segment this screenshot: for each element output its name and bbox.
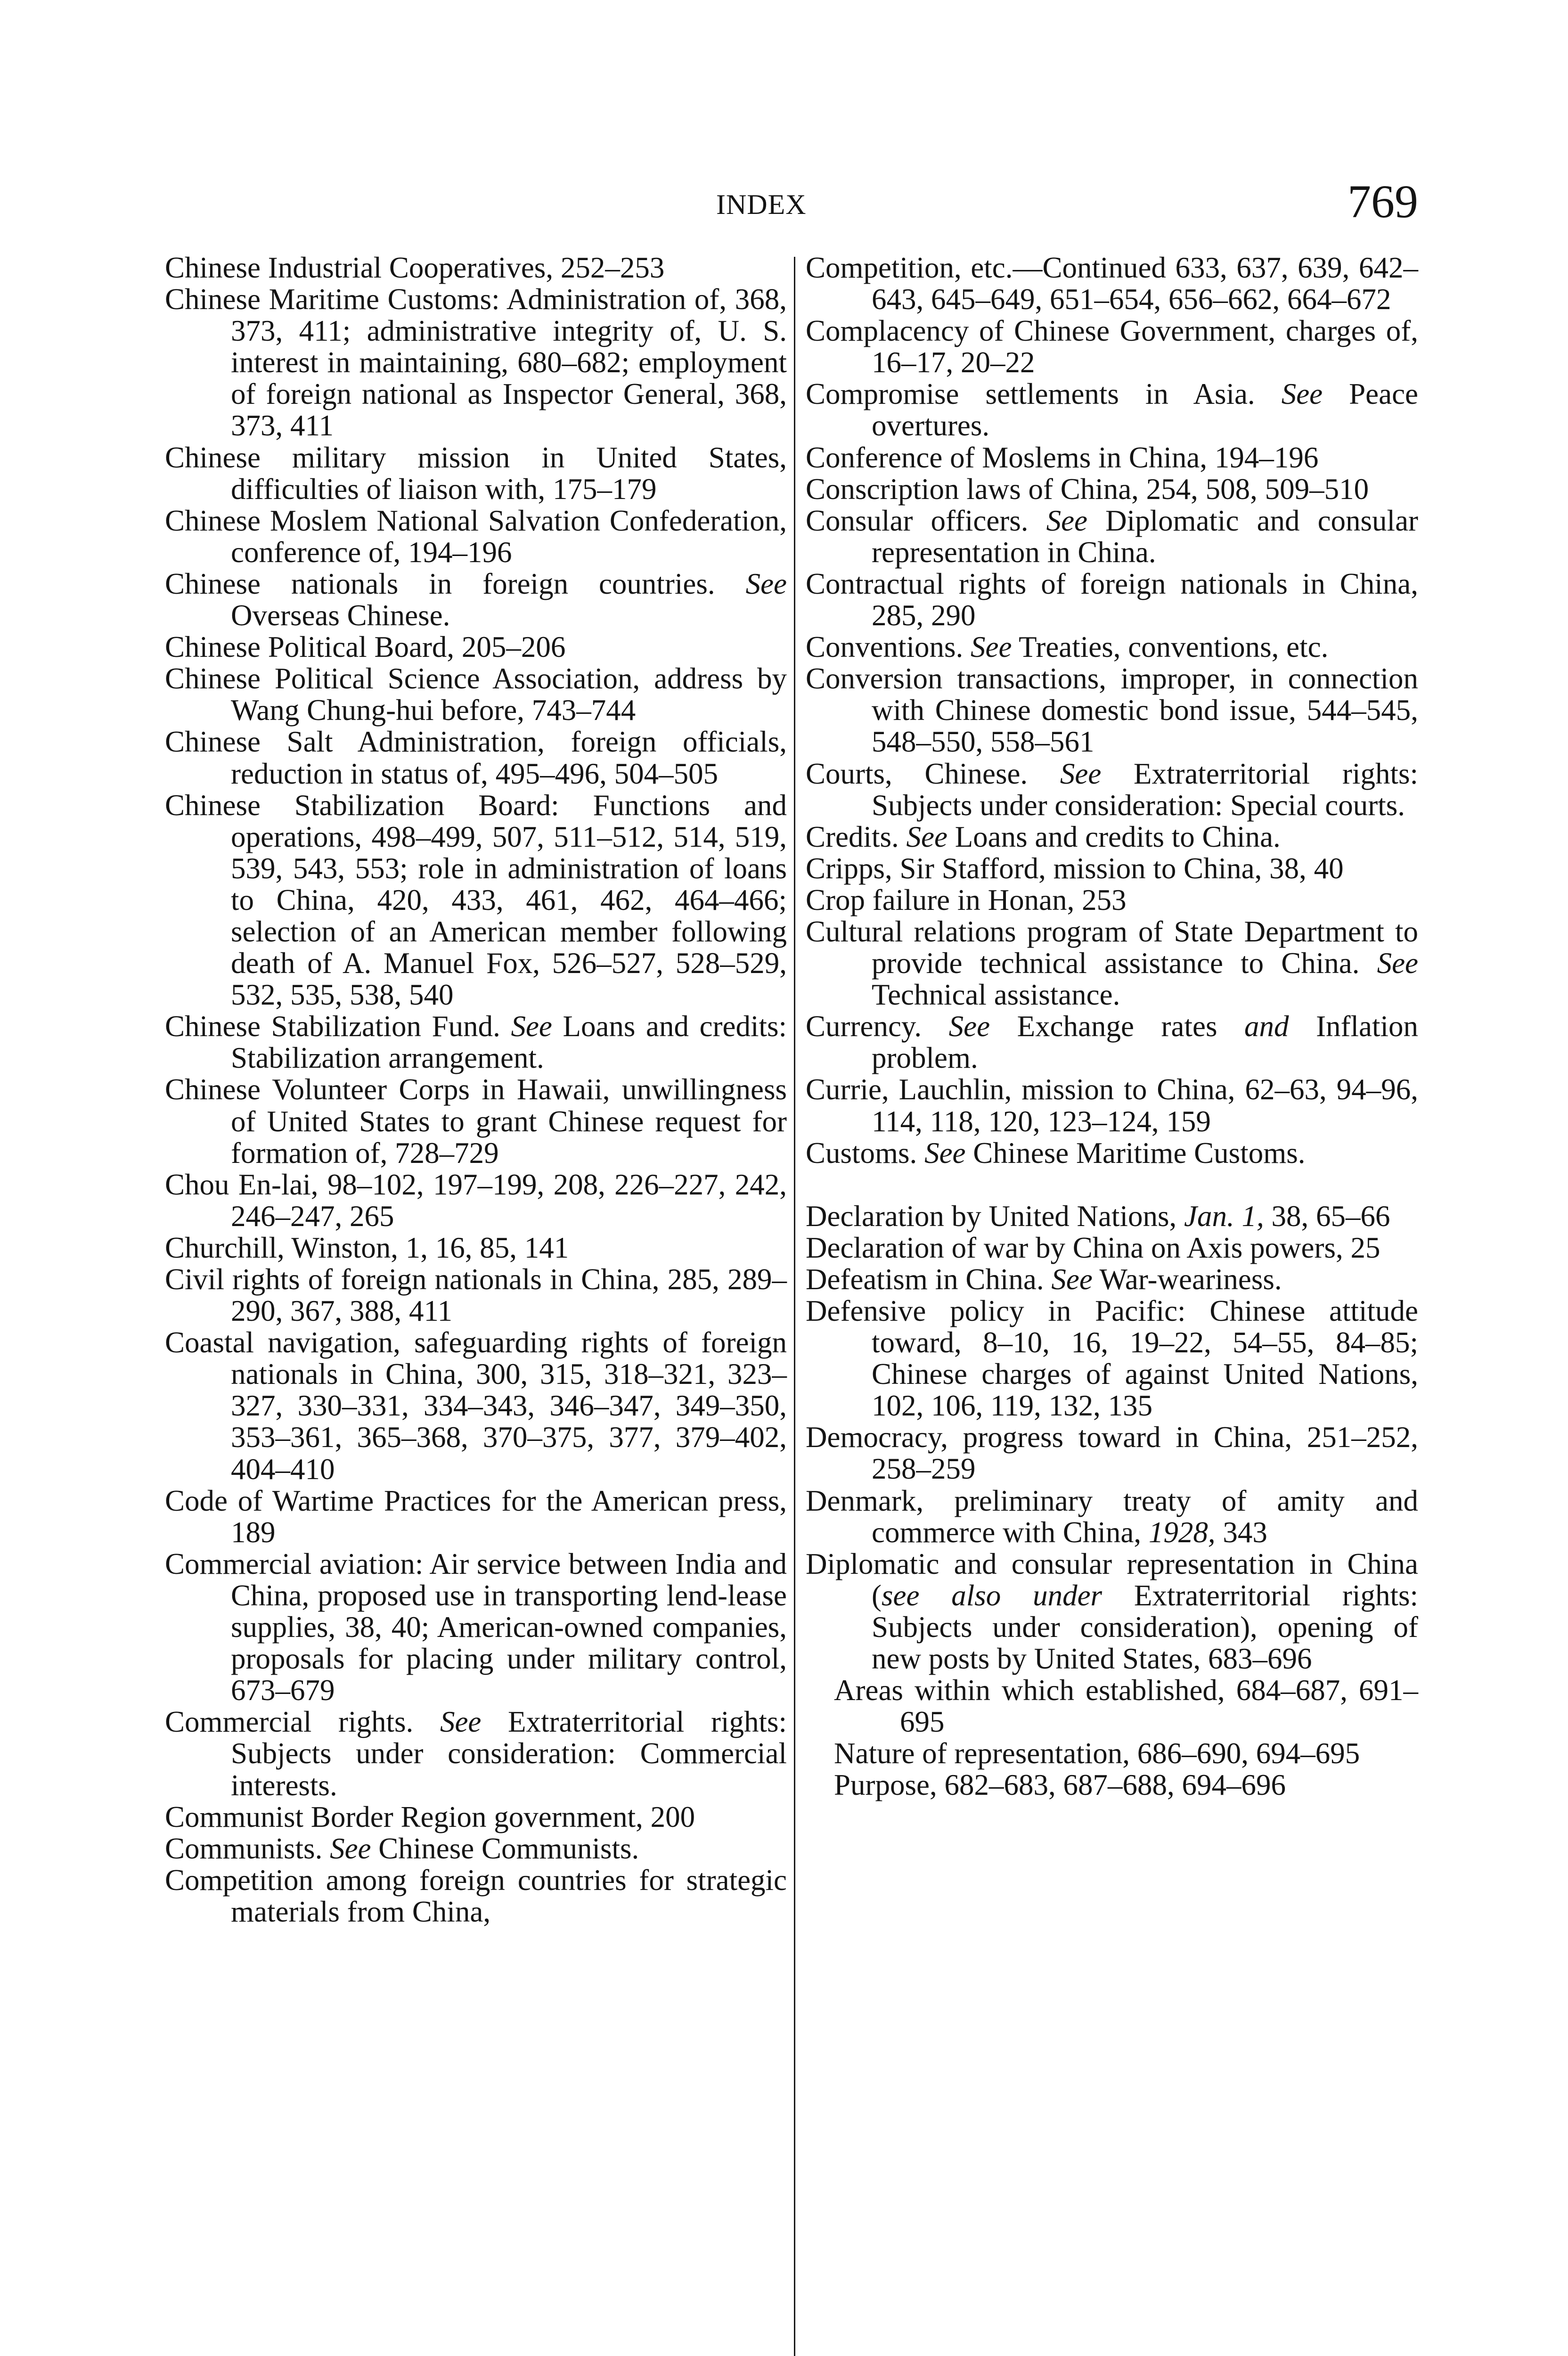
index-entry-text: Chinese Stabilization Board: Functions and operations, 498–499, 507, 511–512, 514, 519, 539, 543, 553; role in administration of loans to China, 420, 433, 461, 462, 464–466; selection of an American member following death of A. Manuel Fox, 526–527, 528–529, 532, 535, 538, 540 (165, 788, 787, 1012)
index-entry (165, 726, 787, 789)
index-entry-italic-text: See (745, 567, 787, 600)
index-entry-text: Areas within which established, 684–687, 691–695 (834, 1674, 1418, 1739)
index-entry (806, 1485, 1418, 1548)
index-entry (806, 378, 1418, 442)
index-entry-text: Compromise settlements in Asia. (806, 377, 1282, 411)
index-entry (806, 631, 1418, 663)
index-entry-text: Conscription laws of China, 254, 508, 509–510 (806, 472, 1369, 506)
index-entry (806, 1232, 1418, 1264)
index-entry (165, 1169, 787, 1232)
index-entry-italic-text: See (511, 1010, 552, 1043)
index-entry-italic-text: see also under (881, 1579, 1102, 1612)
index-entry-text: Consular officers. (806, 504, 1046, 537)
index-entry (806, 1011, 1418, 1074)
index-entry (165, 568, 787, 631)
running-head: INDEX (716, 189, 807, 220)
index-entry-text: Credits. (806, 820, 906, 853)
index-entry-text: Cultural relations program of State Department to provide technical assistance to China. (806, 915, 1418, 980)
index-entry-text: Courts, Chinese. (806, 757, 1060, 790)
index-entry-text: Democracy, progress toward in China, 251–252, 258–259 (806, 1421, 1418, 1486)
index-entry-text: Commercial rights. (165, 1705, 440, 1739)
index-entry-text: Chinese Moslem National Salvation Confederation, conference of, 194–196 (165, 504, 787, 569)
index-entry-italic-text: See (1377, 947, 1418, 980)
index-entry-text: Nature of representation, 686–690, 694–695 (834, 1737, 1360, 1770)
index-entry-italic-text: and (1244, 1010, 1289, 1043)
index-entry (165, 663, 787, 726)
index-entry (806, 916, 1418, 1011)
index-entry-text: Chou En-lai, 98–102, 197–199, 208, 226–227, 242, 246–247, 265 (165, 1168, 787, 1233)
index-entry-text: Defeatism in China. (806, 1262, 1052, 1296)
index-entry-text: Conventions. (806, 630, 971, 664)
index-column-left (165, 252, 787, 1928)
index-entry (165, 1548, 787, 1706)
index-entry-text: Exchange rates (990, 1010, 1245, 1043)
index-entry-text: Diplomatic and consular representation in China. (872, 504, 1419, 569)
index-entry-text: Chinese Maritime Customs. (965, 1136, 1306, 1170)
index-entry-text: Communists. (165, 1832, 330, 1865)
index-entry-text: Extraterritorial rights: Subjects under consideration: Special courts. (872, 757, 1418, 822)
index-entry-text: Defensive policy in Pacific: Chinese attitude toward, 8–10, 16, 19–22, 54–55, 84–85; Chinese charges of against United Nations, 102, 106, 119, 132, 135 (806, 1294, 1418, 1423)
index-entry (806, 442, 1418, 474)
index-entry-text: Crop failure in Honan, 253 (806, 883, 1127, 916)
index-entry (165, 442, 787, 505)
index-entry (165, 1706, 787, 1801)
page-number: 769 (1348, 175, 1418, 228)
index-entry-text: Conversion transactions, improper, in connection with Chinese domestic bond issue, 544–545, 548–550, 558–561 (806, 662, 1418, 759)
column-divider (794, 257, 795, 2356)
index-entry (806, 1137, 1418, 1169)
index-entry-text: Chinese Volunteer Corps in Hawaii, unwillingness of United States to grant Chinese request for formation of, 728–729 (165, 1073, 787, 1170)
index-entry-text: Contractual rights of foreign nationals in China, 285, 290 (806, 567, 1418, 632)
index-entry-italic-text: See (948, 1010, 990, 1043)
index-entry (806, 1422, 1418, 1485)
index-subentry (806, 1738, 1418, 1769)
index-entry (165, 631, 787, 663)
index-subentry (806, 1675, 1418, 1738)
index-entry-italic-text: Jan. 1, (1184, 1199, 1264, 1233)
index-entry-text: Extraterritorial rights: Subjects under consideration), opening of new posts by United States, 683–696 (872, 1579, 1418, 1676)
index-entry (165, 1232, 787, 1264)
index-entry (165, 505, 787, 568)
index-entry-text: Overseas Chinese. (231, 599, 450, 632)
index-entry-text: Diplomatic and consular representation in China ( (806, 1547, 1418, 1612)
index-entry-text: Chinese Salt Administration, foreign officials, reduction in status of, 495–496, 504–505 (165, 725, 787, 790)
index-entry-text: Competition among foreign countries for strategic materials from China, (165, 1863, 787, 1928)
index-entry-text: Commercial aviation: Air service between India and China, proposed use in transporting lend-lease supplies, 38, 40; American-owned companies, proposals for placing under military control, 673–679 (165, 1547, 787, 1707)
index-entry-text: Coastal navigation, safeguarding rights of foreign nationals in China, 300, 315, 318–321, 323–327, 330–331, 334–343, 346–347, 349–350, 353–361, 365–368, 370–375, 377, 379–402, 404–410 (165, 1326, 787, 1486)
index-entry-text: Code of Wartime Practices for the American press, 189 (165, 1484, 787, 1549)
index-entry-text: Chinese nationals in foreign countries. (165, 567, 746, 600)
index-entry-text: Currency. (806, 1010, 949, 1043)
index-entry (806, 853, 1418, 884)
index-entry-italic-text: 1928, (1148, 1515, 1216, 1549)
index-entry (806, 1264, 1418, 1295)
index-entry (165, 1865, 787, 1928)
index-entry (806, 663, 1418, 758)
index-entry-italic-text: See (1051, 1262, 1093, 1296)
index-entry-italic-text: See (1281, 377, 1323, 411)
index-entry-text: Chinese Political Science Association, address by Wang Chung-hui before, 743–744 (165, 662, 787, 727)
index-entry-text: Technical assistance. (872, 978, 1120, 1012)
index-entry-italic-text: See (1046, 504, 1088, 537)
index-entry-text: Chinese Industrial Cooperatives, 252–253 (165, 251, 665, 284)
index-entry-text: Currie, Lauchlin, mission to China, 62–63, 94–96, 114, 118, 120, 123–124, 159 (806, 1073, 1418, 1138)
index-entry (806, 1295, 1418, 1422)
index-entry (165, 1011, 787, 1074)
index-column-right (806, 252, 1418, 1801)
index-entry-text: Complacency of Chinese Government, charges of, 16–17, 20–22 (806, 314, 1418, 379)
index-entry-text: Cripps, Sir Stafford, mission to China, 38, 40 (806, 851, 1344, 885)
index-entry-text: 343 (1215, 1515, 1267, 1549)
index-entry-text: Chinese Political Board, 205–206 (165, 630, 566, 664)
index-entry-text: Communist Border Region government, 200 (165, 1800, 695, 1833)
index-entry (165, 790, 787, 1011)
index-entry-text: Customs. (806, 1136, 925, 1170)
index-entry (806, 884, 1418, 916)
index-entry-text: 38, 65–66 (1264, 1199, 1390, 1233)
index-entry-text: Purpose, 682–683, 687–688, 694–696 (834, 1768, 1286, 1802)
index-entry (165, 1801, 787, 1833)
index-entry-text: Declaration by United Nations, (806, 1199, 1184, 1233)
index-entry-text: Chinese military mission in United States, difficulties of liaison with, 175–179 (165, 441, 787, 506)
index-entry (165, 252, 787, 284)
index-entry-text: Loans and credits to China. (947, 820, 1281, 853)
index-entry (806, 1548, 1418, 1675)
index-entry (806, 474, 1418, 505)
index-entry-text: Denmark, preliminary treaty of amity and commerce with China, (806, 1484, 1418, 1549)
index-entry (165, 1485, 787, 1548)
index-entry (165, 1327, 787, 1485)
index-entry (806, 1201, 1418, 1232)
index-entry-text: Peace overtures. (872, 377, 1419, 442)
index-entry-text: Treaties, conventions, etc. (1012, 630, 1329, 664)
index-entry-text: Chinese Communists. (371, 1832, 639, 1865)
index-entry-text: Chinese Maritime Customs: Administration of, 368, 373, 411; administrative integrity of, U. S. interest in maintaining, 680–682; employment of foreign national as Inspector General, 368, 373, 411 (165, 283, 787, 442)
index-entry-text: Competition, etc.—Continued 633, 637, 639, 642–643, 645–649, 651–654, 656–662, 664–672 (806, 251, 1418, 316)
index-entry-italic-text: See (330, 1832, 371, 1865)
index-entry (806, 1074, 1418, 1137)
index-entry-text: Civil rights of foreign nationals in China, 285, 289–290, 367, 388, 411 (165, 1263, 787, 1328)
index-entry-text: Declaration of war by China on Axis powers, 25 (806, 1231, 1380, 1264)
index-entry-text: War-weariness. (1092, 1262, 1282, 1296)
index-subentry (806, 1769, 1418, 1801)
index-entry-text: Churchill, Winston, 1, 16, 85, 141 (165, 1231, 569, 1264)
index-entry (806, 568, 1418, 631)
index-entry-italic-text: See (440, 1705, 482, 1739)
index-entry-italic-text: See (971, 630, 1012, 664)
index-entry (806, 252, 1418, 315)
index-entry-text: Conference of Moslems in China, 194–196 (806, 441, 1319, 474)
index-entry-text: Loans and credits: Stabilization arrangement. (231, 1010, 787, 1075)
index-entry (165, 284, 787, 442)
index-entry (165, 1074, 787, 1169)
index-entry-italic-text: See (924, 1136, 966, 1170)
index-entry (806, 821, 1418, 853)
index-entry (165, 1264, 787, 1327)
index-entry (806, 505, 1418, 568)
index-entry (806, 758, 1418, 821)
index-entry (165, 1833, 787, 1865)
index-entry-italic-text: See (1060, 757, 1102, 790)
index-entry-text: Inflation problem. (872, 1010, 1418, 1075)
index-entry (806, 315, 1418, 378)
index-entry-text: Chinese Stabilization Fund. (165, 1010, 511, 1043)
index-entry-text: Extraterritorial rights: Subjects under consideration: Commercial interests. (231, 1705, 787, 1802)
index-entry-italic-text: See (906, 820, 947, 853)
